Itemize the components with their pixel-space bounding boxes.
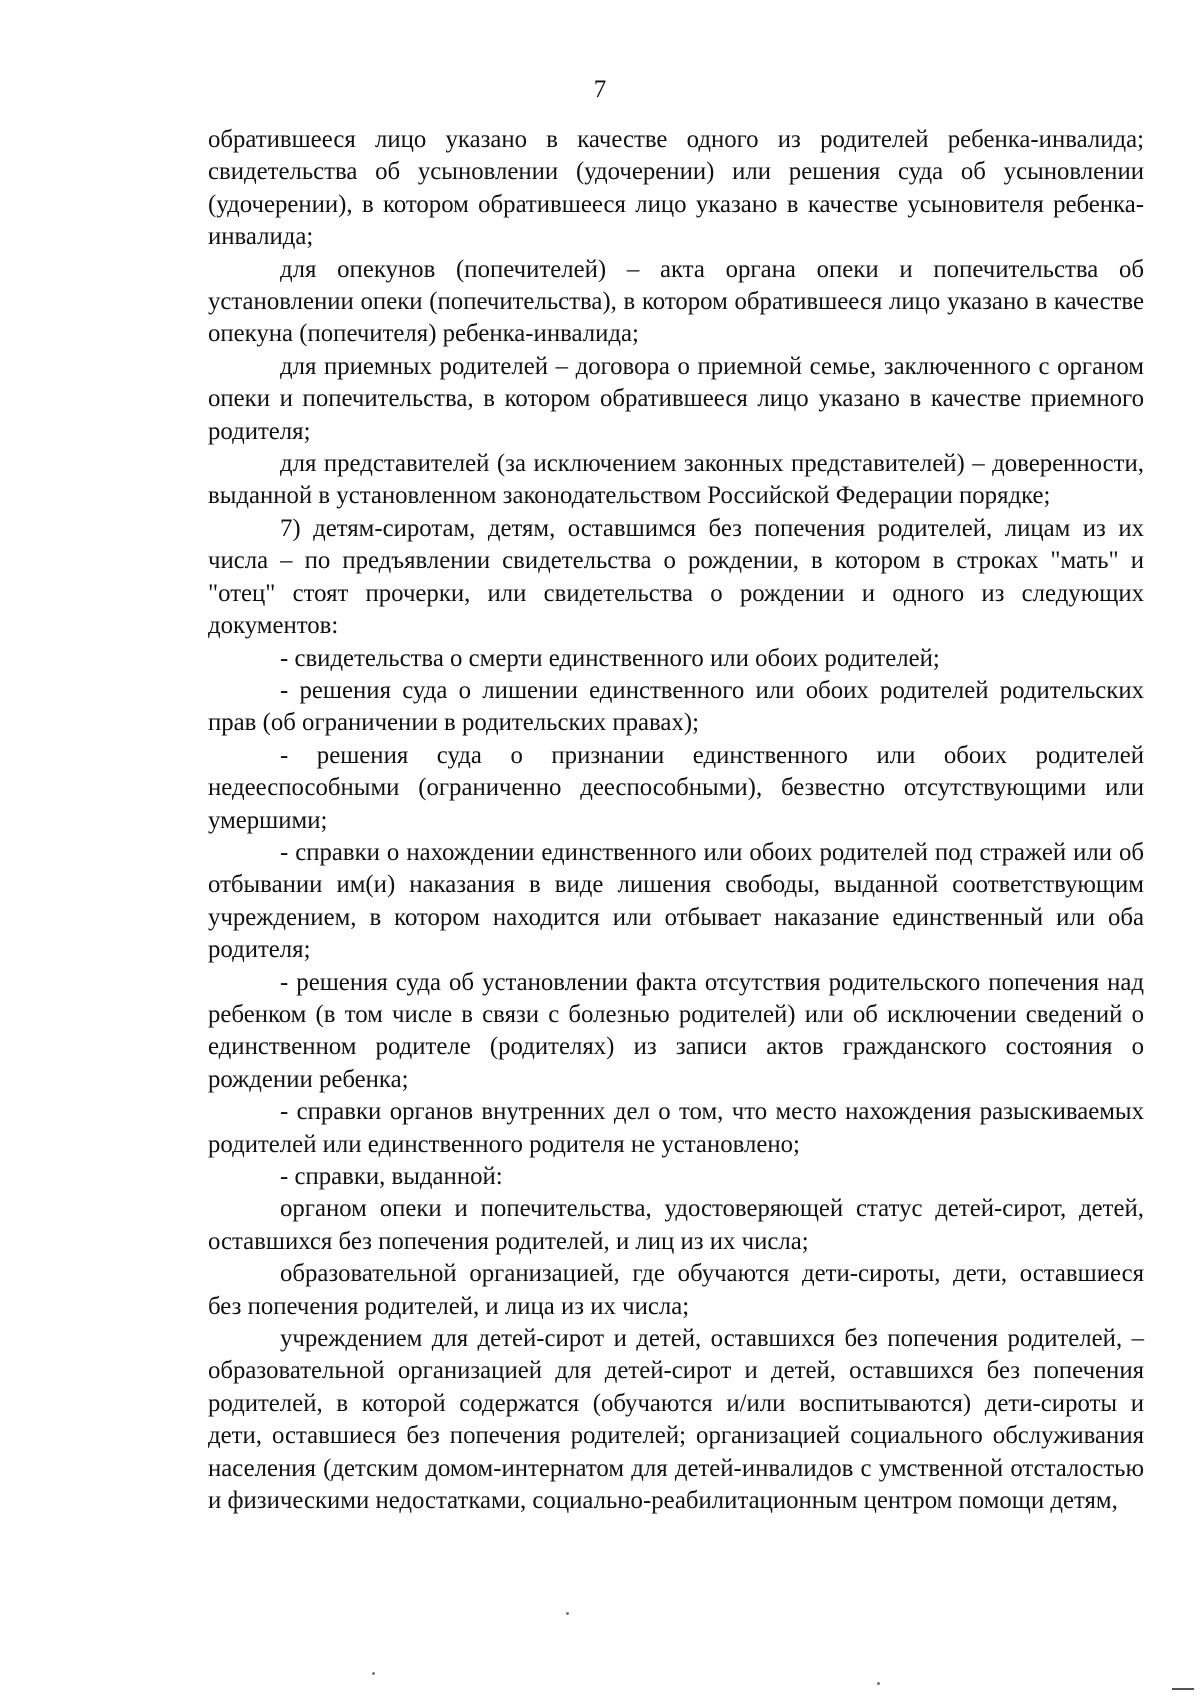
document-body [208, 124, 1144, 1517]
paragraph-guardians: для опекунов (попечителей) – акта органа опеки и попечительства об установлении опеки (попечительства), в котором обратившееся лицо указано в качестве опекуна (попечителя) ребенка-инвалида; [208, 255, 1144, 348]
sub-item-guardianship-body: органом опеки и попечительства, удостоверяющей статус детей-сирот, детей, оставшихся без попечения родителей, и лиц из их числа; [208, 1195, 1144, 1255]
page-number: 7 [593, 76, 607, 103]
list-item-deprivation-rights: - решения суда о лишении единственного или обоих родителей родительских прав (об ограничении в родительских правах); [208, 676, 1144, 737]
paragraph-continuation: обратившееся лицо указано в качестве одного из родителей ребенка-инвалида; свидетельства об усыновлении (удочерении) или решения суда об усыновлении (удочерении), в котором обратившееся лицо указано в качестве усыновителя ребенка-инвалида; [208, 126, 1144, 251]
sub-item-educational-org: образовательной организацией, где обучаются дети-сироты, дети, оставшиеся без попечения родителей, и лица из их числа; [208, 1260, 1144, 1320]
scan-edge-mark [1172, 1688, 1194, 1690]
scan-speck [566, 1612, 569, 1615]
scan-speck [877, 1682, 880, 1685]
sub-item-orphan-institution: учреждением для детей-сирот и детей, оставшихся без попечения родителей, – образовательной организацией для детей-сирот и детей, оставшихся без попечения родителей, в которой содержатся (обучаются и/или воспитываются) дети-сироты и дети, оставшиеся без попечения родителей; организацией социального обслуживания населения (детским домом-интернатом для детей-инвалидов с умственной отсталостью и физическими недостатками, социально-реабилитационным центром помощи детям, [208, 1325, 1144, 1515]
list-item-death-certificate: - свидетельства о смерти единственного или обоих родителей; [280, 644, 940, 672]
list-item-police-certificate: - справки органов внутренних дел о том, что место нахождения разыскиваемых родителей или единственного родителя не установлено; [208, 1098, 1144, 1158]
list-item-custody: - справки о нахождении единственного или обоих родителей под стражей или об отбывании им(и) наказания в виде лишения свободы, выданной соответствующим учреждением, в котором находится или отбывает наказание единственный или оба родителя; [208, 838, 1144, 964]
paragraph-foster-parents: для приемных родителей – договора о приемной семье, заключенного с органом опеки и попечительства, в котором обратившееся лицо указано в качестве приемного родителя; [208, 352, 1144, 445]
list-item-incapacity: - решения суда о признании единственного или обоих родителей недееспособными (ограниченно дееспособными), безвестно отсутствующими или умершими; [208, 741, 1144, 834]
paragraph-representatives: для представителей (за исключением законных представителей) – доверенности, выданной в установленном законодательством Российской Федерации порядке; [208, 450, 1144, 510]
list-item-absence-of-care: - решения суда об установлении факта отсутствия родительского попечения над ребенком (в том числе в связи с болезнью родителей) или об исключении сведений о единственном родителе (родителях) из записи актов гражданского состояния о рождении ребенка; [208, 968, 1144, 1093]
paragraph-item-7: 7) детям-сиротам, детям, оставшимся без попечения родителей, лицам из их числа – по предъявлении свидетельства о рождении, в котором в строках "мать" и "отец" стоят прочерки, или свидетельства о рождении и одного из следующих документов: [208, 514, 1144, 640]
scan-speck [372, 1672, 375, 1675]
list-item-certificate-issued: - справки, выданной: [280, 1163, 503, 1190]
